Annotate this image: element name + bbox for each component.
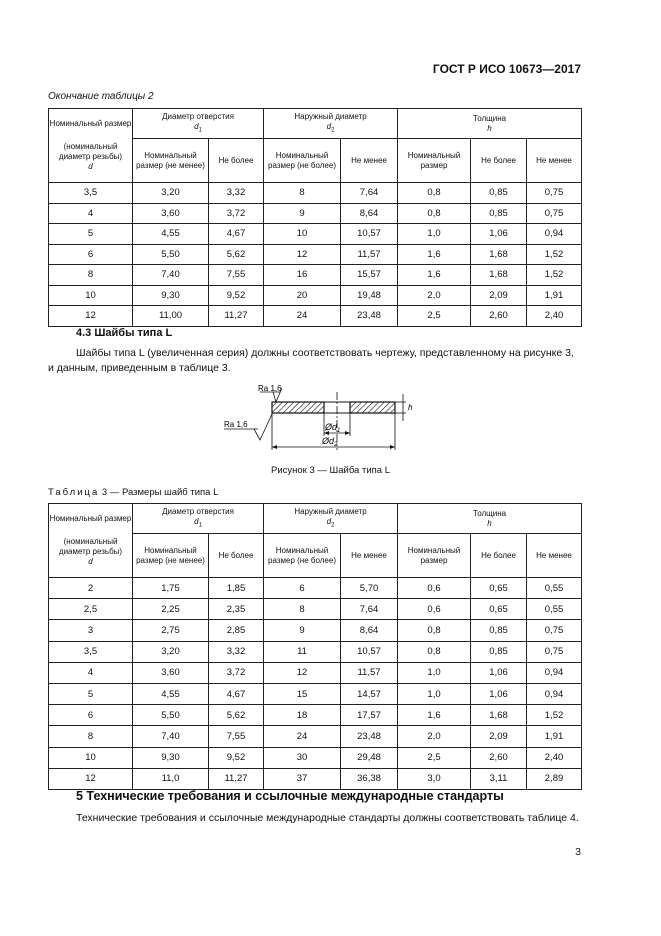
col-header-nominal-size: Номинальный размер (номинальный диаметр резьбы) d [49, 504, 133, 578]
thickness-label: h [408, 403, 413, 412]
table-row: 5 4,55 4,67 15 14,57 1,0 1,06 0,94 [49, 683, 582, 704]
table-row: 4 3,60 3,72 9 8,64 0,8 0,85 0,75 [49, 203, 582, 224]
table-row: 4 3,60 3,72 12 11,57 1,0 1,06 0,94 [49, 662, 582, 683]
table-row: 3,5 3,20 3,32 11 10,57 0,8 0,85 0,75 [49, 641, 582, 662]
col-header-thick-nominal: Номинальный размер [398, 139, 471, 183]
table3 [48, 503, 582, 790]
col-header-outer-min: Не менее [341, 534, 398, 578]
page-number: 3 [575, 846, 581, 858]
table-row: 10 9,30 9,52 20 19,48 2,0 2,09 1,91 [49, 285, 582, 306]
col-header-nominal-size: Номинальный размер (номинальный диаметр резьбы) d [49, 109, 133, 183]
table2 [48, 108, 582, 327]
figure-3-washer-drawing [210, 378, 430, 460]
table-row: 8 7,40 7,55 16 15,57 1,6 1,68 1,52 [49, 265, 582, 286]
table-row: 8 7,40 7,55 24 23,48 2,0 2,09 1,91 [49, 726, 582, 747]
table-row: 3,5 3,20 3,32 8 7,64 0,8 0,85 0,75 [49, 183, 582, 204]
washer-section-right [350, 402, 395, 413]
washer-section-left [272, 402, 324, 413]
col-header-thick-min: Не менее [527, 534, 582, 578]
col-header-outer-nominal: Номинальный размер (не более) [264, 534, 341, 578]
table-row: 6 5,50 5,62 12 11,57 1,6 1,68 1,52 [49, 244, 582, 265]
document-header: ГОСТ Р ИСО 10673—2017 [432, 62, 581, 76]
col-header-outer-diameter: Наружный диаметр $d_2$ [264, 504, 398, 534]
table-row: 5 4,55 4,67 10 10,57 1,0 1,06 0,94 [49, 224, 582, 245]
section-4-3-title: 4.3 Шайбы типа L [76, 327, 173, 339]
col-header-thick-nominal: Номинальный размер [398, 534, 471, 578]
roughness-label-left: Ra 1,6 [224, 420, 248, 429]
table-row: 2 1,75 1,85 6 5,70 0,6 0,65 0,55 [49, 578, 582, 599]
table-row: 10 9,30 9,52 30 29,48 2,5 2,60 2,40 [49, 747, 582, 768]
col-header-outer-diameter: Наружный диаметр $d_2$ [264, 109, 398, 139]
table3-caption: Таблица 3 — Размеры шайб типа L [48, 487, 219, 498]
section-5-text: Технические требования и ссылочные международные стандарты должны соответствовать таблице 4. [76, 812, 579, 824]
col-header-hole-max: Не более [209, 534, 264, 578]
col-header-thick-max: Не более [471, 534, 527, 578]
table-row: 2,5 2,25 2,35 8 7,64 0,6 0,65 0,55 [49, 599, 582, 620]
inner-diameter-label: $Ød_1$ [325, 422, 341, 434]
col-header-hole-nominal: Номинальный размер (не менее) [133, 139, 209, 183]
col-header-hole-nominal: Номинальный размер (не менее) [133, 534, 209, 578]
outer-diameter-label: $Ød_2$ [322, 436, 338, 448]
col-header-thick-min: Не менее [527, 139, 582, 183]
col-header-thick-max: Не более [471, 139, 527, 183]
table-row: 6 5,50 5,62 18 17,57 1,6 1,68 1,52 [49, 705, 582, 726]
section-5-title: 5 Технические требования и ссылочные международные стандарты [76, 789, 504, 803]
col-header-thickness: Толщина h [398, 109, 582, 139]
table-row: 12 11,00 11,27 24 23,48 2,5 2,60 2,40 [49, 306, 582, 327]
col-header-hole-diameter: Диаметр отверстия $d_1$ [133, 109, 264, 139]
col-header-thickness: Толщина h [398, 504, 582, 534]
section-4-3-text: Шайбы типа L (увеличенная серия) должны соответствовать чертежу, представленному на рисунке 3, и данным, приведенным в таблице 3. [48, 347, 574, 374]
col-header-outer-min: Не менее [341, 139, 398, 183]
table-row: 3 2,75 2,85 9 8,64 0,8 0,85 0,75 [49, 620, 582, 641]
roughness-label-top: Ra 1,6 [258, 384, 282, 393]
table-row: 12 11,0 11,27 37 36,38 3,0 3,11 2,89 [49, 768, 582, 789]
col-header-hole-diameter: Диаметр отверстия $d_1$ [133, 504, 264, 534]
figure-3-caption: Рисунок 3 — Шайба типа L [271, 465, 390, 476]
table2-caption: Окончание таблицы 2 [48, 91, 154, 102]
col-header-hole-max: Не более [209, 139, 264, 183]
col-header-outer-nominal: Номинальный размер (не более) [264, 139, 341, 183]
